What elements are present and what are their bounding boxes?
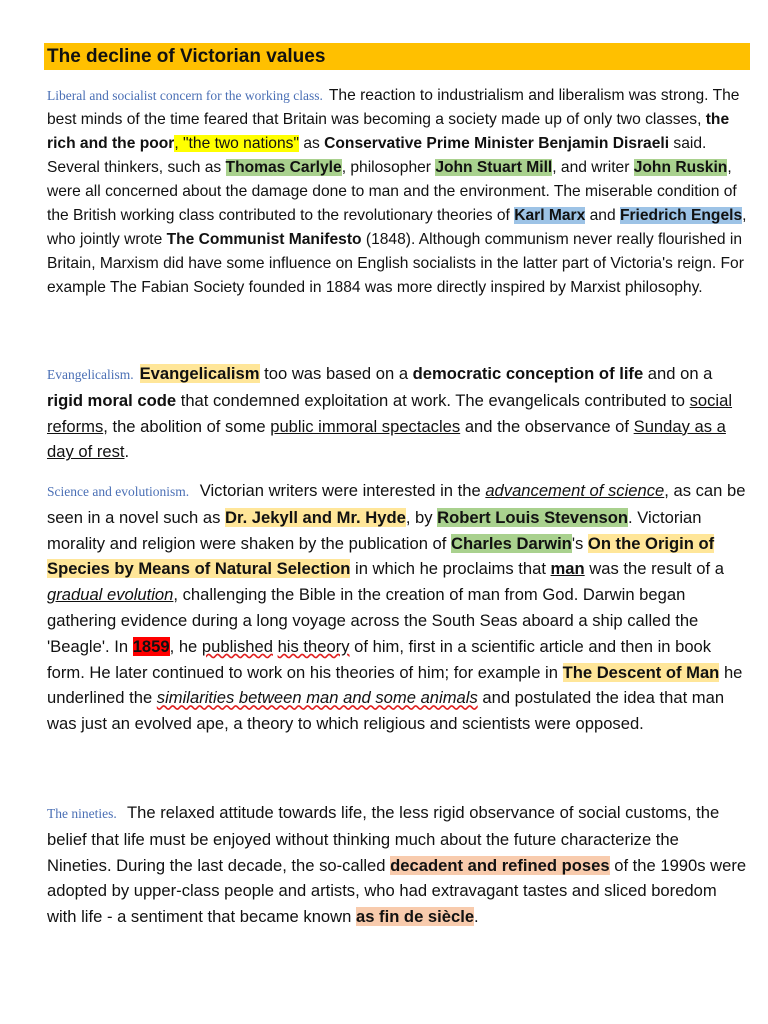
name-ruskin: John Ruskin (633, 159, 728, 176)
section-label: Evangelicalism. (47, 367, 134, 382)
name-darwin: Charles Darwin (451, 533, 572, 553)
text: and postulated the idea that man was just an evolved ape, a theory to which religious and scientists were opposed. (47, 688, 725, 734)
paragraph-nineties (47, 800, 747, 930)
text: he underlined the (47, 662, 743, 708)
name-mill: John Stuart Mill (435, 159, 553, 176)
text: , as can be seen in a novel such as (47, 481, 746, 527)
text: The relaxed attitude towards life, the less rigid observance of social customs, the belief that life must be enjoyed without thinking much about the future characterize the Nineties. During the last decade, the so-called (47, 803, 720, 875)
paragraph-evangelicalism (47, 361, 747, 465)
term-similarities: similarities between man and some animals (156, 688, 478, 708)
name-carlyle: Thomas Carlyle (225, 159, 342, 176)
text: , philosopher (341, 159, 436, 176)
page-title: The decline of Victorian values (44, 43, 750, 70)
text: that condemned exploitation at work. The evangelicals contributed to (176, 390, 690, 410)
text: The reaction to industrialism and liberalism was strong. The best minds of the time feared that Britain was becoming a society made up of only two classes, (47, 87, 740, 128)
paragraph-science (47, 478, 747, 737)
term-sunday: Sunday as a day of rest (47, 416, 726, 462)
text: , the abolition of some (103, 416, 271, 436)
term-fin-de-siecle: as fin de siècle (355, 907, 475, 927)
text: and on a (643, 364, 713, 383)
section-label: Science and evolutionism. (47, 484, 190, 499)
name-marx: Karl Marx (514, 207, 586, 224)
text: in which he proclaims that (350, 559, 551, 579)
term-rigid-moral-code: rigid moral code (47, 390, 177, 410)
text: was the result of a (584, 559, 724, 579)
name-stevenson: Robert Louis Stevenson (437, 507, 629, 527)
text: . (474, 907, 479, 927)
year-1859: 1859 (132, 636, 170, 656)
text: Victorian writers were interested in the (195, 481, 486, 500)
term-spectacles: public immoral spectacles (270, 416, 461, 436)
section-label: The nineties. (47, 806, 117, 821)
term-decadent: decadent and refined poses (390, 855, 610, 875)
term-disraeli: Conservative Prime Minister Benjamin Disraeli (324, 135, 670, 152)
text: said. Several thinkers, such as (47, 135, 707, 176)
term-published: published (201, 636, 273, 656)
title-jekyll: Dr. Jekyll and Mr. Hyde (225, 507, 406, 527)
text: , challenging the Bible in the creation of man from God. Darwin began gathering evidence during a long voyage across the South Seas aboard a ship called the 'Beagle'. In (47, 585, 699, 656)
text: (1848). Although communism never really flourished in Britain, Marxism did have some influence on English socialists in the latter part of Victoria's reign. For example The Fabian Society founded in 1884 was more directly inspired by Marxist philosophy. (47, 231, 744, 296)
text: and (585, 207, 620, 224)
term-social-reforms: social reforms (47, 390, 733, 436)
text: 's (571, 533, 588, 553)
title-descent: The Descent of Man (562, 662, 720, 682)
title-manifesto: The Communist Manifesto (166, 231, 362, 248)
text: and the observance of (460, 416, 634, 436)
term-his-theory: his theory (277, 636, 350, 656)
highlight-two-nations: , "the two nations" (174, 135, 299, 152)
term-gradual-evolution: gradual evolution (47, 585, 174, 605)
term-democratic: democratic conception of life (412, 364, 644, 383)
paragraph-working-class (47, 84, 747, 300)
text: of the 1990s were adopted by upper-class people and artists, who had extravagant tastes and sliced boredom with life - a sentiment that became known (47, 855, 747, 927)
text: . Victorian morality and religion were shaken by the publication of (47, 507, 702, 553)
text: , were all concerned about the damage done to man and the environment. The miserable condition of the British working class contributed to the revolutionary theories of (47, 159, 737, 224)
name-engels: Friedrich Engels (619, 207, 743, 224)
term-man: man (550, 559, 585, 579)
term-evangelicalism: Evangelicalism (139, 364, 260, 383)
term-rich-poor: the rich and the poor (47, 111, 730, 152)
text: , by (405, 507, 438, 527)
text: , and writer (552, 159, 634, 176)
title-origin: On the Origin of Species by Means of Natural Selection (47, 533, 715, 579)
text: of him, first in a scientific article and then in book form. He later continued to work on his theories of him; for example in (47, 636, 712, 682)
text: , he (169, 636, 202, 656)
text: , who jointly wrote (47, 207, 747, 248)
section-label: Liberal and socialist concern for the working class. (47, 88, 323, 103)
text: too was based on a (259, 364, 413, 383)
term-advancement: advancement of science (485, 481, 665, 500)
text: . (124, 442, 130, 462)
text: as (299, 135, 325, 152)
